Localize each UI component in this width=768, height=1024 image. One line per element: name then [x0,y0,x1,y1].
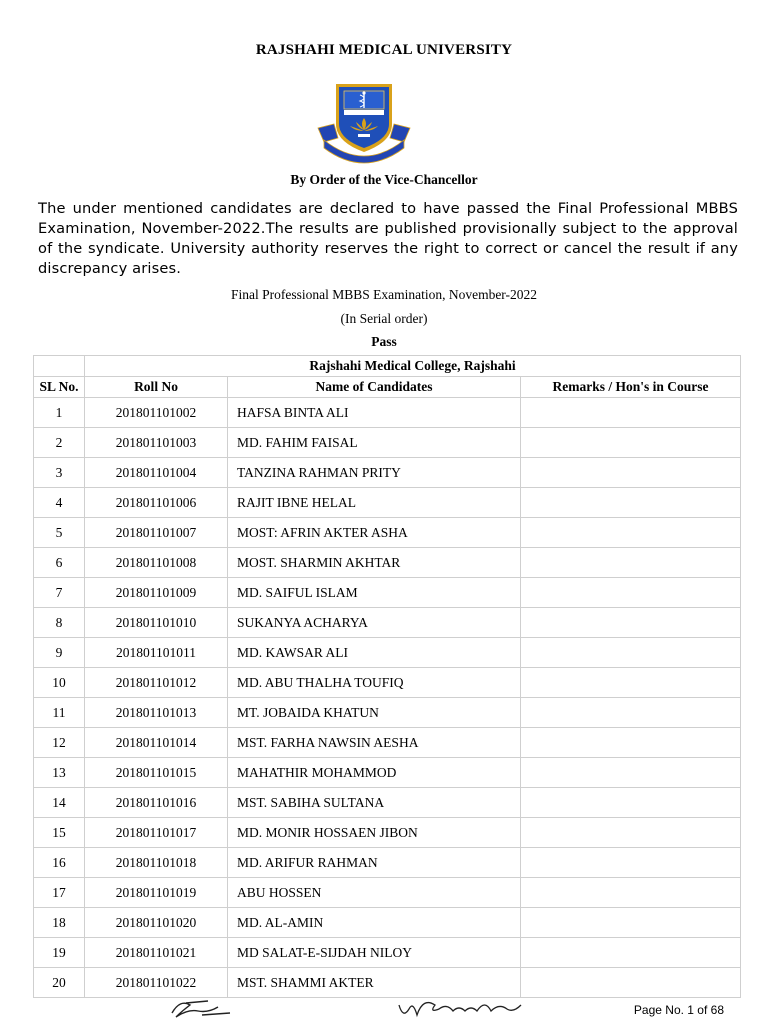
cell-roll: 201801101002 [85,398,228,428]
cell-name: MD. AL-AMIN [228,908,521,938]
cell-remarks [521,848,741,878]
serial-order-note: (In Serial order) [340,311,428,326]
cell-roll: 201801101020 [85,908,228,938]
cell-name: TANZINA RAHMAN PRITY [228,458,521,488]
cell-name: MT. JOBAIDA KHATUN [228,698,521,728]
cell-name: MST. FARHA NAWSIN AESHA [228,728,521,758]
cell-roll: 201801101017 [85,818,228,848]
cell-remarks [521,908,741,938]
university-logo [314,80,414,166]
cell-roll: 201801101004 [85,458,228,488]
cell-roll: 201801101006 [85,488,228,518]
cell-remarks [521,668,741,698]
cell-sl: 4 [34,488,85,518]
table-row [34,848,741,878]
cell-sl: 14 [34,788,85,818]
table-row [34,428,741,458]
cell-sl: 9 [34,638,85,668]
cell-roll: 201801101009 [85,578,228,608]
cell-roll: 201801101022 [85,968,228,998]
cell-name: SUKANYA ACHARYA [228,608,521,638]
cell-remarks [521,698,741,728]
table-row [34,788,741,818]
cell-sl: 19 [34,938,85,968]
cell-name: MD SALAT-E-SIJDAH NILOY [228,938,521,968]
cell-roll: 201801101016 [85,788,228,818]
signature-right-icon [395,993,525,1021]
table-row [34,518,741,548]
results-table [33,355,741,998]
table-row [34,668,741,698]
table-row [34,728,741,758]
cell-name: MST. SABIHA SULTANA [228,788,521,818]
column-header-roll: Roll No [85,377,228,398]
cell-roll: 201801101019 [85,878,228,908]
table-row [34,938,741,968]
cell-name: MD. FAHIM FAISAL [228,428,521,458]
table-row [34,488,741,518]
table-row [34,548,741,578]
table-row [34,398,741,428]
university-title: RAJSHAHI MEDICAL UNIVERSITY [255,42,513,58]
cell-roll: 201801101014 [85,728,228,758]
order-line: By Order of the Vice-Chancellor [290,172,478,187]
cell-roll: 201801101012 [85,668,228,698]
cell-name: MD. KAWSAR ALI [228,638,521,668]
column-header-name: Name of Candidates [228,377,521,398]
cell-roll: 201801101008 [85,548,228,578]
cell-roll: 201801101013 [85,698,228,728]
cell-sl: 2 [34,428,85,458]
cell-remarks [521,488,741,518]
cell-roll: 201801101011 [85,638,228,668]
exam-title: Final Professional MBBS Examination, November-2022 [230,287,538,302]
college-header-spacer [34,356,85,377]
column-header-sl: SL No. [34,377,85,398]
cell-name: MD. ARIFUR RAHMAN [228,848,521,878]
cell-sl: 18 [34,908,85,938]
cell-sl: 3 [34,458,85,488]
cell-sl: 16 [34,848,85,878]
cell-remarks [521,728,741,758]
cell-name: MD. ABU THALHA TOUFIQ [228,668,521,698]
cell-name: MOST. SHARMIN AKHTAR [228,548,521,578]
cell-sl: 8 [34,608,85,638]
cell-name: MAHATHIR MOHAMMOD [228,758,521,788]
table-row [34,608,741,638]
cell-remarks [521,578,741,608]
signature-left-icon [168,995,238,1021]
cell-sl: 5 [34,518,85,548]
cell-remarks [521,548,741,578]
table-row [34,878,741,908]
table-row [34,818,741,848]
cell-roll: 201801101010 [85,608,228,638]
column-header-remarks: Remarks / Hon's in Course [521,377,741,398]
cell-remarks [521,638,741,668]
table-row [34,638,741,668]
cell-remarks [521,518,741,548]
page-number: Page No. 1 of 68 [633,1003,724,1017]
result-status-heading: Pass [371,334,397,349]
cell-sl: 10 [34,668,85,698]
cell-sl: 7 [34,578,85,608]
college-header-row [34,356,741,377]
cell-remarks [521,458,741,488]
table-row [34,458,741,488]
cell-sl: 11 [34,698,85,728]
cell-roll: 201801101015 [85,758,228,788]
cell-name: MD. MONIR HOSSAEN JIBON [228,818,521,848]
cell-name: MD. SAIFUL ISLAM [228,578,521,608]
table-row [34,908,741,938]
column-header-row [34,377,741,398]
cell-remarks [521,428,741,458]
cell-sl: 13 [34,758,85,788]
cell-sl: 6 [34,548,85,578]
declaration-paragraph: The under mentioned candidates are declared to have passed the Final Professional MBBS Examination, November-2022.The results are published provisionally subject to the approval of the syndicate. University authority reserves the right to correct or cancel the result if any discrepancy arises. [38,200,738,277]
cell-name: RAJIT IBNE HELAL [228,488,521,518]
cell-remarks [521,608,741,638]
cell-remarks [521,938,741,968]
college-name: Rajshahi Medical College, Rajshahi [85,356,741,377]
cell-name: HAFSA BINTA ALI [228,398,521,428]
cell-roll: 201801101021 [85,938,228,968]
table-row [34,578,741,608]
cell-roll: 201801101007 [85,518,228,548]
cell-roll: 201801101003 [85,428,228,458]
cell-remarks [521,818,741,848]
university-seal-icon [314,80,414,166]
table-row [34,698,741,728]
cell-name: ABU HOSSEN [228,878,521,908]
table-row [34,758,741,788]
cell-remarks [521,398,741,428]
cell-sl: 12 [34,728,85,758]
cell-roll: 201801101018 [85,848,228,878]
cell-remarks [521,758,741,788]
cell-remarks [521,878,741,908]
cell-sl: 20 [34,968,85,998]
cell-name: MST. SHAMMI AKTER [228,968,521,998]
cell-sl: 17 [34,878,85,908]
cell-remarks [521,788,741,818]
cell-sl: 1 [34,398,85,428]
cell-name: MOST: AFRIN AKTER ASHA [228,518,521,548]
cell-sl: 15 [34,818,85,848]
